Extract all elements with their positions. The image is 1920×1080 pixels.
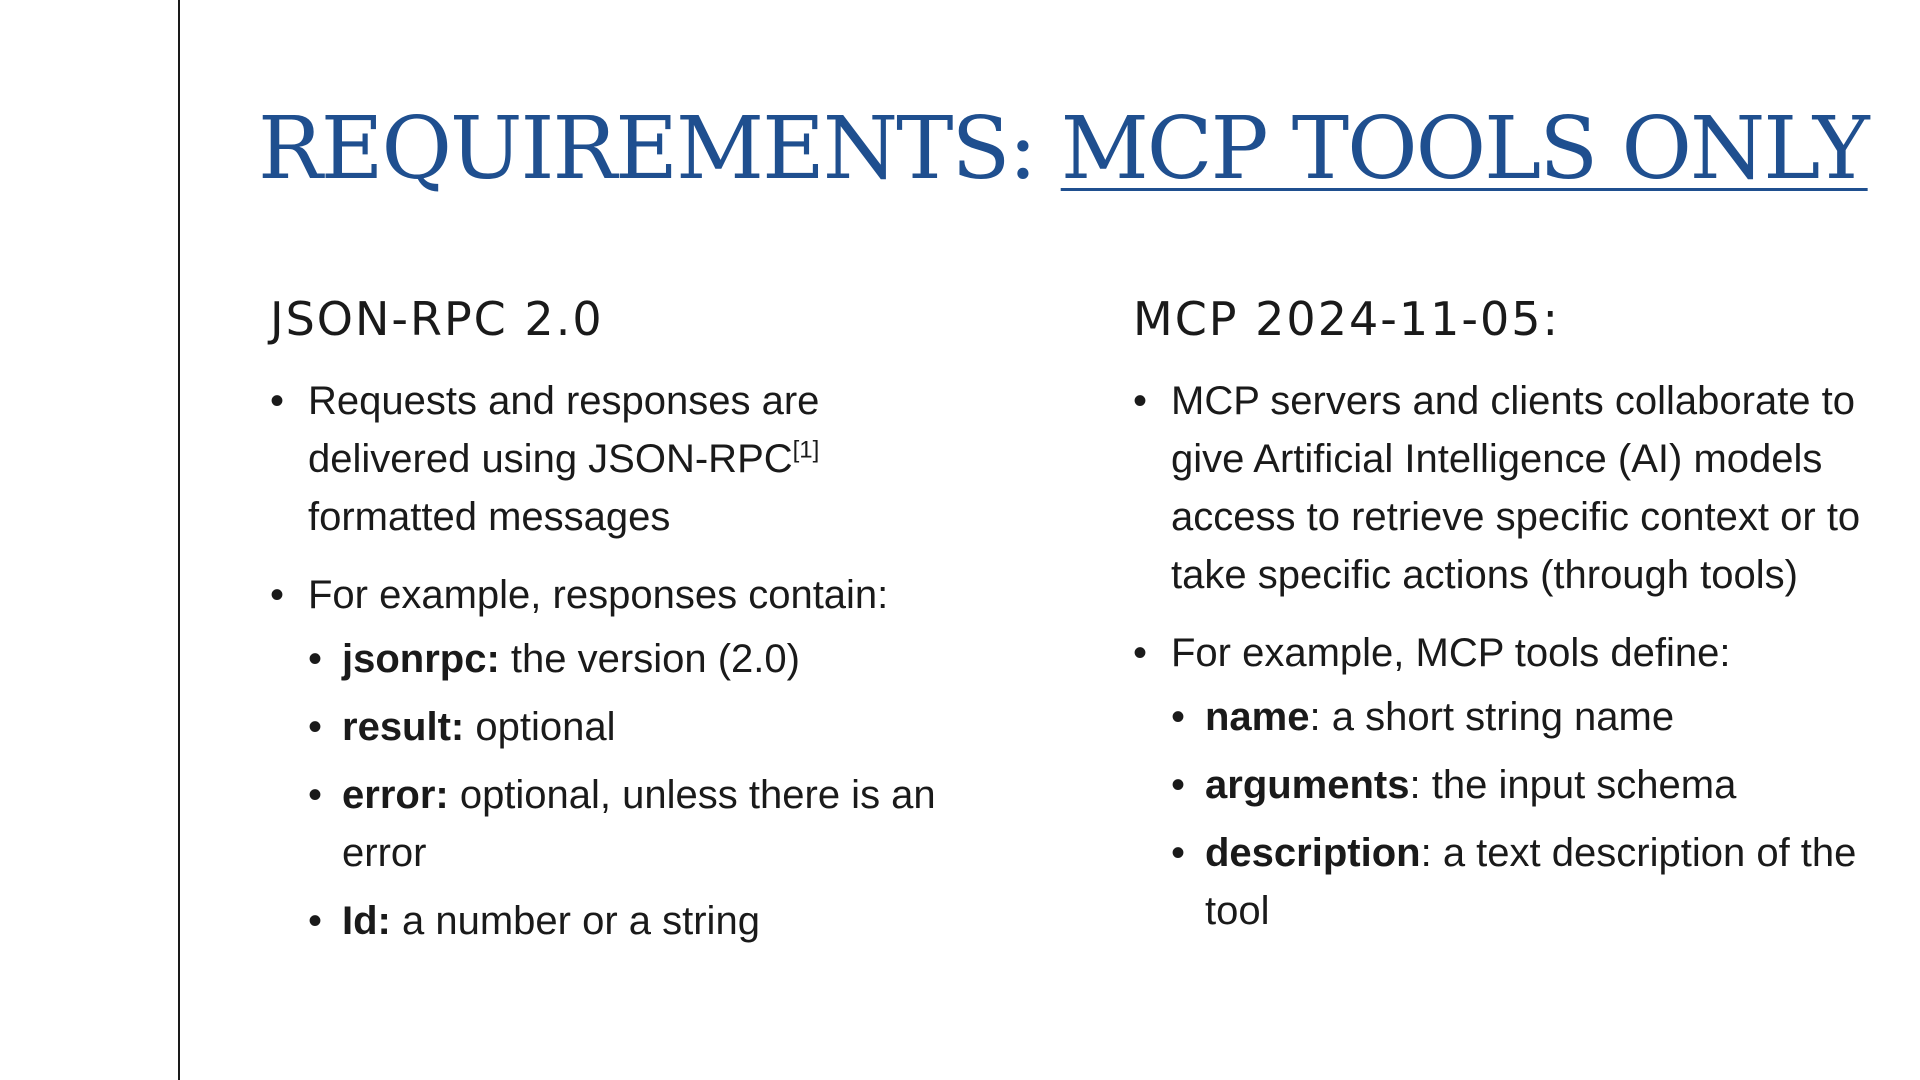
sub-term: error: bbox=[342, 772, 449, 817]
sub-text: : the input schema bbox=[1409, 762, 1737, 807]
left-sub-item bbox=[342, 766, 990, 882]
left-divider-line bbox=[178, 0, 180, 1080]
sub-text: optional bbox=[464, 704, 616, 749]
sub-term: jsonrpc: bbox=[342, 636, 500, 681]
right-sub-item bbox=[1205, 756, 1863, 814]
left-sub-item bbox=[342, 630, 990, 688]
sub-term: arguments bbox=[1205, 762, 1410, 807]
sub-text: optional, unless there is an error bbox=[342, 772, 936, 875]
sub-term: Id: bbox=[342, 898, 391, 943]
left-column-heading: JSON-RPC 2.0 bbox=[270, 292, 604, 346]
right-column-heading: MCP 2024-11-05: bbox=[1133, 292, 1560, 346]
left-bullet-2 bbox=[270, 566, 990, 950]
sub-text: : a text description of the tool bbox=[1205, 830, 1857, 933]
sub-text: the version (2.0) bbox=[499, 636, 800, 681]
right-sub-item bbox=[1205, 688, 1863, 746]
footnote-ref: [1] bbox=[792, 436, 820, 464]
sub-term: result: bbox=[342, 704, 465, 749]
right-bullet-1 bbox=[1133, 372, 1863, 604]
left-sub-list bbox=[308, 630, 990, 950]
sub-term: name bbox=[1205, 694, 1310, 739]
left-sub-item bbox=[342, 892, 990, 950]
left-sub-item bbox=[342, 698, 990, 756]
right-bullet-2-text: For example, MCP tools define: bbox=[1171, 630, 1731, 675]
right-bullet-2 bbox=[1133, 624, 1863, 940]
sub-text: a number or a string bbox=[390, 898, 760, 943]
slide-title bbox=[258, 100, 1868, 199]
right-sub-item bbox=[1205, 824, 1863, 940]
left-bullet-1 bbox=[270, 372, 990, 546]
title-underlined: MCP TOOLS ONLY bbox=[1060, 99, 1868, 199]
right-bullet-1-text: MCP servers and clients collaborate to give Artificial Intelligence (AI) models access to retrieve specific context or to take specific actions (through tools) bbox=[1171, 378, 1861, 597]
right-column bbox=[1133, 290, 1863, 960]
left-bullet-list bbox=[270, 372, 990, 950]
right-bullet-list bbox=[1133, 372, 1863, 940]
left-column bbox=[270, 290, 990, 970]
title-prefix: REQUIREMENTS: bbox=[258, 99, 1061, 199]
right-sub-list bbox=[1171, 688, 1863, 940]
left-bullet-1-text: Requests and responses are delivered using JSON-RPC bbox=[308, 378, 820, 481]
left-bullet-2-text: For example, responses contain: bbox=[308, 572, 889, 617]
sub-term: description bbox=[1205, 830, 1421, 875]
sub-text: : a short string name bbox=[1309, 694, 1675, 739]
left-bullet-1-text-after: formatted messages bbox=[308, 494, 671, 539]
